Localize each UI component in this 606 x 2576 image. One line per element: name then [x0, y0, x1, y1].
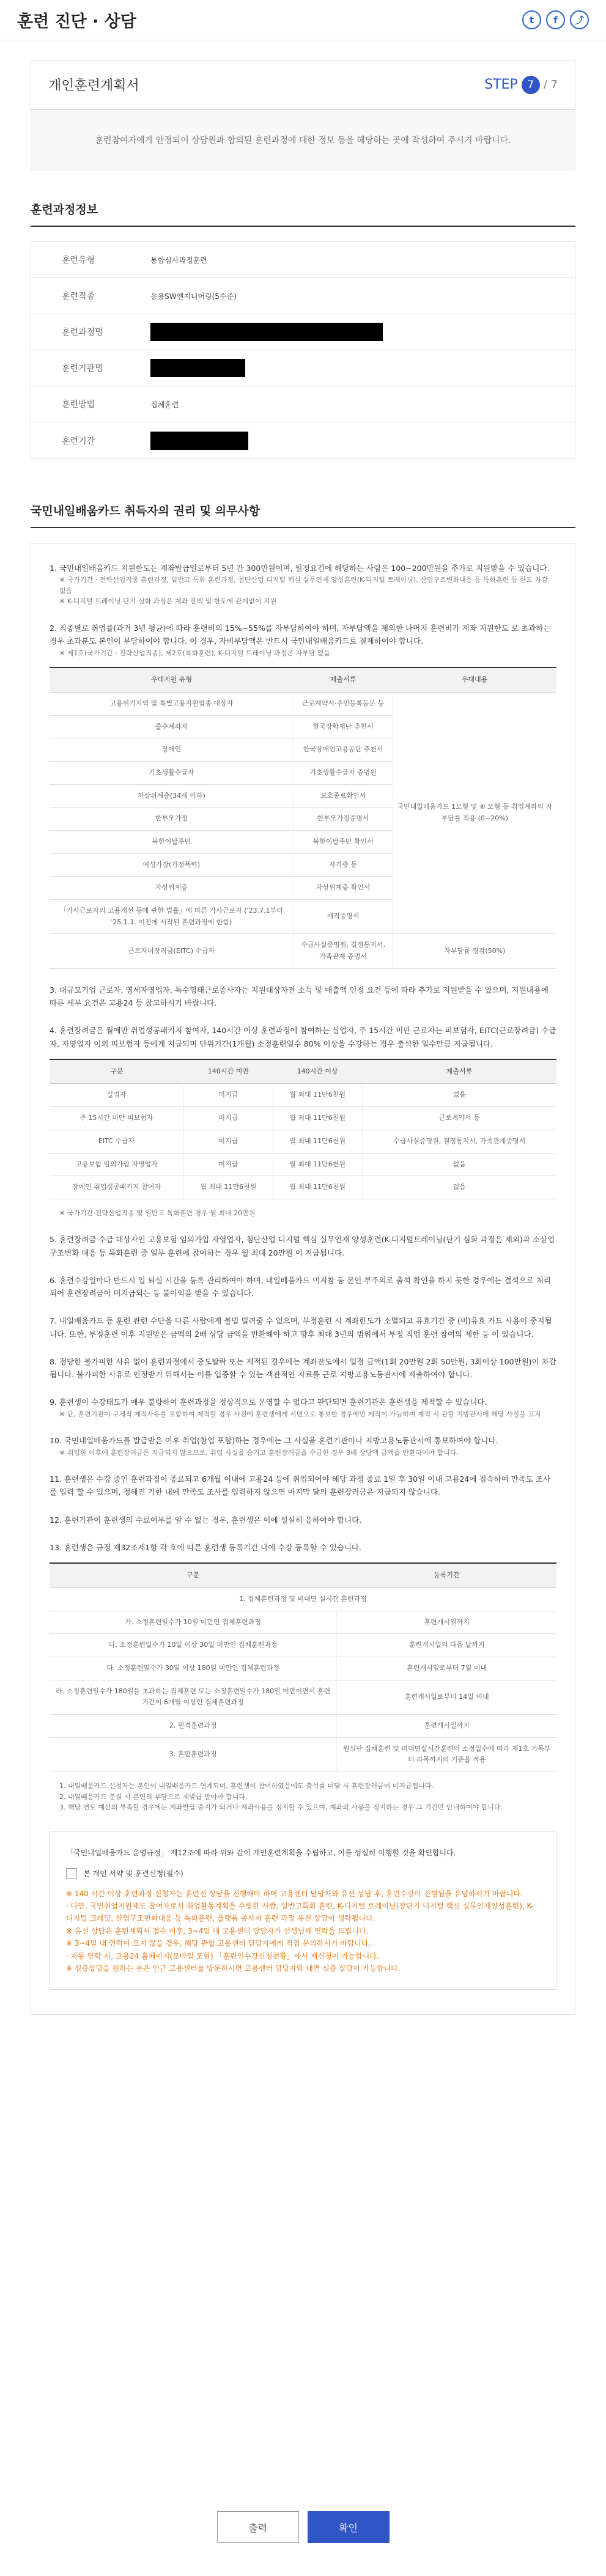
allowance-table: [50, 1059, 556, 1199]
rights-item: [50, 1541, 556, 1813]
section-title-rights: 국민내일배움카드 취득자의 권리 및 의무사항: [31, 502, 575, 528]
table-cell: 자상위계층: [50, 877, 294, 900]
table-cell: 미지급: [183, 1107, 273, 1130]
agreement-box: [50, 1831, 556, 1990]
table-cell: 고용위기지역 및 특별고용지원업종 대상자: [50, 692, 294, 715]
table-row: [50, 934, 556, 968]
info-value: 집체훈련: [150, 400, 179, 409]
step-label: STEP: [484, 77, 518, 92]
rights-text: 12. 훈련기관이 훈련생의 수료여부를 알 수 없는 경우, 훈련생은 이에 성실히 응하여야 합니다.: [50, 1515, 362, 1525]
page-title: 훈련 진단 · 상담: [17, 12, 136, 31]
table-cell: 한국장학재단 추천서: [294, 715, 393, 738]
table-cell: 「가사근로자의 고용개선 등에 관한 법률」에 따른 가사근로자 ('23.7.1부터 '25.1.1. 이전에 시작된 훈련과정에 한함): [50, 900, 294, 934]
table-cell: 월 최대 11만6천원: [273, 1107, 362, 1130]
info-value: [132, 323, 575, 341]
rights-text: 11. 훈련생은 수강 중인 훈련과정이 종료되고 6개월 이내에 고용24 등에 취업되어야 해당 과정 종료 1일 후 30일 이내 고용24에 접속하여 만족도 조사를 입력 할 수 있으며, 정해진 기한 내에 만족도 조사를 입력하지 않으면 마지막 달의 훈련장려금은 지급되지 않습니다.: [50, 1474, 550, 1497]
table-cell: 없음: [362, 1084, 556, 1107]
rights-text: 3. 대규모기업 근로자, 영세자영업자, 특수형태근로종사자는 지원대상자전 소득 및 매출액 인정 요건 등에 따라 추가로 지원받을 수 있으며, 지원내용에 따른 세부 요건은 고용24 등 참고하시기 바랍니다.: [50, 985, 549, 1007]
table-cell: 훈련개시일의 다음 날까지: [337, 1634, 556, 1657]
table-row: [50, 1634, 556, 1657]
sns-links: [522, 10, 589, 29]
table-cell: 국민내일배움카드 1모형 및 ④ 모형 등 취업계좌의 자부담률 적용 (0~20%): [393, 692, 556, 934]
table-row: [50, 1680, 556, 1714]
table-cell: 고용보험 임의가입 자영업자: [50, 1153, 183, 1176]
redacted-block: [150, 323, 383, 341]
rights-text: 7. 내일배움카드 등 훈련 관련 수단을 다른 사람에게 불법 빌려줄 수 없으며, 부정훈련 시 계좌한도가 소멸되고 유효기간 중 (비)유효 카드 사용이 중지됩니다. 또한, 부정훈련 이후 지원받은 금액의 2배 상당 금액을 반환해야 하고 향후 최대 3년의 범위에서 부정 직업 훈련 참여의 제한 등 이 있습니다.: [50, 1316, 552, 1339]
agreement-notice: [66, 1888, 540, 1975]
table-cell: 원심단 집체훈련 및 비대면실시간훈련의 소정일수에 따라 제1호 가목부터 라목까지의 기준을 적용: [337, 1737, 556, 1772]
rights-text: 2. 직종별로 취업률(과거 3년 평균)에 따라 훈련비의 15%~55%를 자부담하여야 하며, 자부담액을 제외한 나머지 훈련비가 계좌 지원한도 로 초과하는 경우 초과분도 본인이 부담하여야 합니다. 이 경우, 자비부담액은 반드시 국민내일배움카드로 결제하여야 합니다.: [50, 624, 551, 646]
table-header: 등록기간: [337, 1563, 556, 1588]
facebook-icon[interactable]: f: [546, 10, 565, 29]
rights-text: 1. 국민내일배움카드 지원한도는 계좌발급일로부터 5년 간 300만원이며, 일정요건에 해당하는 사람은 100~200만원을 추가로 지원받을 수 있습니다.: [50, 564, 550, 573]
table-header: 구분: [50, 1563, 337, 1588]
info-value: 응용SW엔지니어링(5수준): [150, 292, 237, 301]
rights-box: [31, 543, 575, 2015]
table-row: [50, 1107, 556, 1130]
table-cell: 월 최대 11만6천원: [273, 1084, 362, 1107]
rights-item: [50, 1355, 556, 1382]
table-cell: 월 최대 11만6천원: [183, 1176, 273, 1199]
share-icon[interactable]: ⤴: [570, 10, 589, 29]
table-cell: 재직증명서: [294, 900, 393, 934]
table-cell: 북한이탈주민 확인서: [294, 830, 393, 853]
info-row: [31, 242, 575, 278]
rights-text: 10. 국민내일배움카드를 발급받은 이후 취업(창업 포함)하는 경우에는 그 사실을 훈련기관이나 지방고용노동관서에 통보하여야 합니다.: [50, 1436, 498, 1446]
rights-item: [50, 1514, 556, 1526]
info-row: [31, 422, 575, 458]
table-cell: 훈련개시일까지: [337, 1714, 556, 1737]
agreement-checkbox-label: 본 개인 서약 및 훈련신청(필수): [83, 1869, 183, 1879]
rights-text: 6. 훈련수강일마다 반드시 입 퇴실 시간을 등록 관리하여야 하며, 내일배움카드 미지참 등 본인 부주의로 출석 확인을 하지 못한 경우에는 결석으로 처리되어 훈련장려금이 미지급되는 등 불이익을 받을 수 있습니다.: [50, 1275, 551, 1298]
table-header: 제출서류: [294, 668, 393, 692]
table-cell: 미지급: [183, 1130, 273, 1153]
registration-period-table: [50, 1562, 556, 1772]
form-title: 개인훈련계획서: [48, 78, 139, 94]
rights-item: [50, 1473, 556, 1499]
confirm-button[interactable]: 확인: [308, 2511, 390, 2543]
table-cell: 근로계약서 등: [362, 1107, 556, 1130]
info-row: [31, 386, 575, 422]
preferential-support-table: [50, 667, 556, 969]
rights-note: ※ K-디지털 트레이닝 단기 심화 과정은 계좌 잔액 및 한도에 관계없이 지원: [59, 597, 277, 606]
rights-note: 2. 내일배움카드 분실 시 본인의 부담으로 재발급 받아야 합니다.: [59, 1792, 248, 1801]
section-title-course-info: 훈련과정정보: [31, 201, 575, 227]
table-row: [50, 1588, 556, 1611]
step-box: [31, 60, 575, 110]
table-cell: EITC 수급자: [50, 1130, 183, 1153]
info-row: [31, 350, 575, 386]
table-cell: 졸수계좌자: [50, 715, 294, 738]
rights-item: [50, 562, 556, 607]
table-row: [50, 1084, 556, 1107]
table-cell: 다. 소정훈련일수가 30일 이상 180일 미만인 집체훈련과정: [50, 1657, 337, 1680]
notice-line: · 자동 연락 시, 고용24 홈페이지(모바일 포함) 「훈련인수강신청현황」에서 재신청이 가능합니다.: [66, 1951, 379, 1960]
table-cell: 훈련개시일로부터 7일 이내: [337, 1657, 556, 1680]
button-bar: [0, 2511, 606, 2543]
info-row: [31, 314, 575, 350]
table-cell: 기초생활수급자 증명원: [294, 761, 393, 784]
rights-item: [50, 1434, 556, 1458]
table-header: 우대지원 유형: [50, 668, 294, 692]
table-cell: 미지급: [183, 1084, 273, 1107]
table-cell: 보호종료확인서: [294, 784, 393, 808]
table-cell: 월 최대 11만6천원: [273, 1176, 362, 1199]
rights-text: 5. 훈련장려금 수급 대상자인 고용보험 임의가입 자영업자, 첨단산업 디지털 핵심 실무인재 양성훈련(K-디지털트레이닝(단기 심화 과정은 제외)과 소상업구조변화 대응 등 특화훈련 중 일부 훈련에 참여하는 경우 월 최대 20만원 이 지급됩니다.: [50, 1235, 555, 1257]
agreement-checkbox[interactable]: [66, 1868, 77, 1879]
rights-item: [50, 622, 556, 969]
table-cell: 2. 원격훈련과정: [50, 1714, 337, 1737]
table-cell: 자부담률 경감(50%): [393, 934, 556, 968]
table-row: [50, 1176, 556, 1199]
table-cell: 근로계약서·주민등록등본 등: [294, 692, 393, 715]
table-header: 140시간 미만: [183, 1059, 273, 1084]
info-value: [132, 432, 575, 450]
step-number: 7: [522, 76, 540, 94]
print-button[interactable]: 출력: [217, 2511, 299, 2543]
table-cell: 주 15시간 미만 피보험자: [50, 1107, 183, 1130]
rights-item: [50, 1233, 556, 1259]
table-cell: 자상위계층 확인서: [294, 877, 393, 900]
table-cell: 한부모가정: [50, 808, 294, 831]
notice-line: ※ 심층상담을 원하는 분은 인근 고용센터를 방문하시면 고용센터 담당자와 대면 심층 상담이 가능합니다.: [66, 1963, 401, 1973]
table-cell: 한부모가정증명서: [294, 808, 393, 831]
info-key: 훈련직종: [62, 292, 95, 301]
table-cell: 장애인 취업성공패키지 참여자: [50, 1176, 183, 1199]
table-cell: 훈련개시일로부터 14일 이내: [337, 1680, 556, 1714]
rights-item: [50, 1314, 556, 1341]
rights-item: [50, 1274, 556, 1300]
table-cell: 수급사실증명원, 결정통지서, 가족관계증명서: [362, 1130, 556, 1153]
info-value: 통합심사과정훈련: [150, 256, 207, 265]
table-cell: 북한이탈주민: [50, 830, 294, 853]
table-header: 140시간 이상: [273, 1059, 362, 1084]
info-key: 훈련과정명: [62, 328, 103, 337]
table-row: [50, 692, 556, 715]
agreement-checkbox-row[interactable]: [66, 1868, 540, 1880]
twitter-icon[interactable]: t: [522, 10, 541, 29]
rights-text: 9. 훈련생이 수강태도가 매우 불량하여 훈련과정을 정상적으로 운영할 수 없다고 판단되면 훈련기관은 훈련생을 제적할 수 있습니다.: [50, 1397, 487, 1407]
rights-text: 13. 훈련생은 규정 제32조제1항 각 호에 따른 훈련생 등록기간 내에 수강 등록할 수 있습니다.: [50, 1542, 361, 1552]
rights-note: 3. 해당 연도 예산의 부족할 경우에는 계좌발급 중지가 되거나 계좌사용을 정지할 수 있으며, 계좌의 사용을 정지하는 경우 그 기간만 안내하여야 합니다.: [59, 1803, 503, 1812]
table-cell: 차상위계층(34세 이하): [50, 784, 294, 808]
table-cell: 1. 집체훈련과정 및 비대면 실시간 훈련과정: [50, 1588, 556, 1611]
table-cell: 라. 소정훈련일수가 180일을 초과하는 집체훈련 또는 소정훈련일수가 180일 미만이면서 훈련기간이 6개월 이상인 집체훈련과정: [50, 1680, 337, 1714]
agreement-text: 「국민내일배움카드 운영규정」 제12조에 따라 위와 같이 개인훈련계획을 수립하고, 이를 성실히 이행할 것을 확인합니다.: [66, 1848, 456, 1857]
table-cell: 근로자녀장려금(EITC) 수급자: [50, 934, 294, 968]
page-header: [0, 0, 606, 40]
rights-note: 1. 내일배움카드 신청자는 본인이 내일배움카드 연계되며, 훈련생이 참여하였음에도 출석률 미달 시 훈련장려금이 미지급됩니다.: [59, 1782, 434, 1790]
intro-text: 훈련참여자에게 안정되어 상담원과 합의된 훈련과정에 대한 정보 등을 해당하는 곳에 작성하여 주시기 바랍니다.: [31, 110, 575, 170]
table-cell: 없음: [362, 1153, 556, 1176]
table-cell: 월 최대 11만6천원: [273, 1153, 362, 1176]
table-row: [50, 1737, 556, 1772]
table-cell: 한국장애인고용공단 추천서: [294, 738, 393, 762]
info-key: 훈련기간: [62, 436, 95, 446]
course-info-table: [31, 241, 575, 459]
info-key: 훈련방법: [62, 400, 95, 410]
table-header: 구분: [50, 1059, 183, 1084]
rights-note: ※ 단, 훈련기관이 구체적 제적사유를 포함하여 제적할 경우 사전에 훈련생에게 서면으로 통보한 경우에만 제적이 가능하며 제적 시 관할 지방관서에 해당 사실을 고지: [59, 1410, 541, 1418]
table-header: 제출서류: [362, 1059, 556, 1084]
info-value: [132, 359, 575, 377]
table-cell: 미지급: [183, 1153, 273, 1176]
table-cell: 나. 소정훈련일수가 10일 이상 30일 미만인 집체훈련과정: [50, 1634, 337, 1657]
step-total: / 7: [543, 78, 558, 91]
rights-note: ※ 제1호(국가기간 · 전략산업직종), 제2호(특화훈련), K-디지털 트레이닝 과정은 자부담 없음: [59, 649, 331, 657]
table-row: [50, 1714, 556, 1737]
info-key: 훈련기관명: [62, 364, 103, 374]
table-cell: 장애인: [50, 738, 294, 762]
table-cell: 여성가장(가정폭력): [50, 853, 294, 877]
notice-line: ※ 유선 상담은 훈련계획서 접수 이후, 3~4일 내 고용센터 담당자가 선생님께 연락을 드립니다.: [66, 1926, 369, 1935]
step-indicator: [484, 76, 558, 94]
redacted-block: [150, 359, 245, 377]
table-row: [50, 1657, 556, 1680]
table-cell: 실업자: [50, 1084, 183, 1107]
table-cell: 기초생활수급자: [50, 761, 294, 784]
notice-line: ※ 140 시간 이상 훈련과정 신청자는 훈련전 상담을 진행해야 하며 고용센터 담당자와 유선 상담 후, 훈련수강이 진행됨을 유념하시기 바랍니다.: [66, 1889, 523, 1898]
table-cell: 월 최대 11만6천원: [273, 1130, 362, 1153]
table-header: 우대내용: [393, 668, 556, 692]
rights-item: [50, 984, 556, 1010]
notice-line: ※ 3~4일 내 연락이 오지 않을 경우, 해당 관할 고용센터 담당자에게 직접 문의하시기 바랍니다.: [66, 1939, 371, 1948]
table-cell: 없음: [362, 1176, 556, 1199]
table-cell: 3. 혼합훈련과정: [50, 1737, 337, 1772]
rights-note: ※ 국가기간 · 전략산업직종 훈련과정, 일반고 특화 훈련과정, 첨단산업 디지털 핵심 실무인재 양성훈련(K-디지털 트레이닝), 산업구조변화대응 등 특화훈련 등 한도 차감 없음: [59, 576, 548, 595]
rights-note: ※ 취업한 이후에 훈련장려금은 지급되지 않으므로, 취업 사실을 숨기고 훈련장려금을 수급한 경우 3배 상당액 금액을 반환하여야 합니다.: [59, 1448, 459, 1457]
table-cell: 자격증 등: [294, 853, 393, 877]
table-row: [50, 1130, 556, 1153]
table-row: [50, 1153, 556, 1176]
rights-note: ※ 국가기간·전략산업직종 및 일반고 특화훈련 경우 월 최대 20만원: [59, 1209, 256, 1217]
rights-item: [50, 1396, 556, 1419]
rights-text: 8. 정당한 불가피한 사유 없이 훈련과정에서 중도탈락 또는 제적된 경우에는 계좌잔도에서 일정 금액(1회 20만원 2회 50만원, 3회이상 100만원)이 차감됩니다. 불가피한 사유로 인정받기 위해서는 이를 입증할 수 있는 객관적인 자료를 근로 지방고용노동관서에 제출하여야 합니다.: [50, 1356, 556, 1380]
table-cell: 수급사실증명원, 결정통지서, 가족관계 증명서: [294, 934, 393, 968]
table-cell: 훈련개시일까지: [337, 1611, 556, 1634]
table-row: [50, 1611, 556, 1634]
redacted-block: [150, 432, 248, 450]
rights-text: 4. 훈련장려금은 월에만 취업성공패키지 참여자, 140시간 이상 훈련과정에 참여하는 실업자, 주 15시간 미만 근로자는 피보험자, EITC(근로장려금) 수급자, 자영업자 이외 피보험자 등에게 지급되며 단위기간(1개월) 소정훈련일수 80% 이상을 수강하는 경우 출석한 일수만큼 지급됩니다.: [50, 1026, 556, 1048]
rights-item: [50, 1024, 556, 1218]
info-row: [31, 278, 575, 314]
info-key: 훈련유형: [62, 256, 95, 265]
table-cell: 가. 소정훈련일수가 10일 미만인 집체훈련과정: [50, 1611, 337, 1634]
notice-line: · 다만, 국민취업지원제도 참여자로서 취업활동계획을 수립한 사람, 일반고특화 훈련, K-디지털 트레이닝(장단기 디지털 핵심 실무인재양성훈련), K-디지털 크레딧, 산업구조변화대응 등 특화훈련, 플랫폼 종사자 훈련 과정 유선 상담이 생략됩니다.: [66, 1901, 534, 1923]
